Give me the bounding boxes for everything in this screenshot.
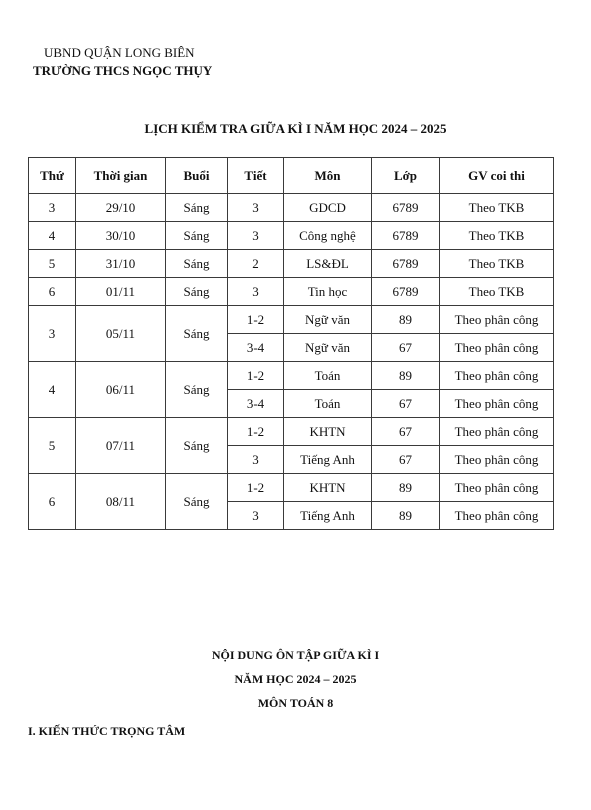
- schedule-title: LỊCH KIỂM TRA GIỮA KÌ I NĂM HỌC 2024 – 2025: [144, 121, 447, 136]
- cell-mon: KHTN: [284, 418, 372, 446]
- cell-thoi-gian: 05/11: [76, 306, 166, 362]
- cell-mon: LS&ĐL: [284, 250, 372, 278]
- cell-gv: Theo phân công: [440, 446, 554, 474]
- cell-buoi: Sáng: [166, 222, 228, 250]
- cell-tiet: 3: [228, 222, 284, 250]
- cell-gv: Theo phân công: [440, 306, 554, 334]
- review-subject: MÔN TOÁN 8: [257, 696, 334, 710]
- review-title: NỘI DUNG ÔN TẬP GIỮA KÌ I: [211, 648, 380, 662]
- cell-gv: Theo phân công: [440, 474, 554, 502]
- cell-thu: 3: [29, 194, 76, 222]
- table-row: [29, 306, 554, 334]
- cell-thu: 5: [29, 418, 76, 474]
- cell-mon: Tiếng Anh: [284, 446, 372, 474]
- cell-gv: Theo phân công: [440, 502, 554, 530]
- cell-lop: 89: [372, 362, 440, 390]
- cell-mon: GDCD: [284, 194, 372, 222]
- cell-thoi-gian: 29/10: [76, 194, 166, 222]
- cell-thu: 3: [29, 306, 76, 362]
- header-thu: Thứ: [29, 158, 76, 194]
- cell-lop: 89: [372, 502, 440, 530]
- cell-mon: KHTN: [284, 474, 372, 502]
- cell-gv: Theo TKB: [440, 250, 554, 278]
- table-row: [29, 278, 554, 306]
- cell-gv: Theo TKB: [440, 222, 554, 250]
- cell-lop: 67: [372, 418, 440, 446]
- cell-tiet: 1-2: [228, 306, 284, 334]
- cell-thoi-gian: 07/11: [76, 418, 166, 474]
- exam-schedule-table: [28, 157, 554, 530]
- cell-tiet: 3: [228, 278, 284, 306]
- cell-tiet: 1-2: [228, 418, 284, 446]
- cell-thoi-gian: 08/11: [76, 474, 166, 530]
- table-row: [29, 418, 554, 446]
- cell-gv: Theo TKB: [440, 278, 554, 306]
- cell-tiet: 2: [228, 250, 284, 278]
- cell-gv: Theo phân công: [440, 334, 554, 362]
- cell-mon: Tin học: [284, 278, 372, 306]
- cell-thu: 6: [29, 278, 76, 306]
- cell-buoi: Sáng: [166, 278, 228, 306]
- cell-lop: 67: [372, 390, 440, 418]
- cell-thoi-gian: 30/10: [76, 222, 166, 250]
- cell-thoi-gian: 06/11: [76, 362, 166, 418]
- cell-buoi: Sáng: [166, 194, 228, 222]
- cell-thu: 4: [29, 222, 76, 250]
- header-tiet: Tiết: [228, 158, 284, 194]
- cell-gv: Theo phân công: [440, 418, 554, 446]
- cell-gv: Theo TKB: [440, 194, 554, 222]
- cell-tiet: 3: [228, 502, 284, 530]
- table-row: [29, 474, 554, 502]
- cell-mon: Ngữ văn: [284, 306, 372, 334]
- cell-buoi: Sáng: [166, 418, 228, 474]
- cell-thu: 4: [29, 362, 76, 418]
- cell-mon: Toán: [284, 390, 372, 418]
- cell-mon: Ngữ văn: [284, 334, 372, 362]
- cell-lop: 89: [372, 306, 440, 334]
- cell-mon: Công nghệ: [284, 222, 372, 250]
- cell-gv: Theo phân công: [440, 362, 554, 390]
- cell-buoi: Sáng: [166, 306, 228, 362]
- cell-mon: Toán: [284, 362, 372, 390]
- table-header-row: [29, 158, 554, 194]
- cell-gv: Theo phân công: [440, 390, 554, 418]
- cell-thoi-gian: 31/10: [76, 250, 166, 278]
- header-thoi-gian: Thời gian: [76, 158, 166, 194]
- cell-lop: 6789: [372, 222, 440, 250]
- cell-lop: 6789: [372, 278, 440, 306]
- table-row: [29, 362, 554, 390]
- cell-thu: 5: [29, 250, 76, 278]
- cell-tiet: 1-2: [228, 474, 284, 502]
- cell-tiet: 3: [228, 194, 284, 222]
- cell-mon: Tiếng Anh: [284, 502, 372, 530]
- table-row: [29, 222, 554, 250]
- section-heading: I. KIẾN THỨC TRỌNG TÂM: [28, 724, 186, 738]
- header-buoi: Buổi: [166, 158, 228, 194]
- table-row: [29, 194, 554, 222]
- header-gv-coi-thi: GV coi thi: [440, 158, 554, 194]
- cell-tiet: 3-4: [228, 334, 284, 362]
- cell-lop: 67: [372, 334, 440, 362]
- cell-tiet: 3: [228, 446, 284, 474]
- cell-buoi: Sáng: [166, 250, 228, 278]
- cell-lop: 89: [372, 474, 440, 502]
- cell-lop: 6789: [372, 250, 440, 278]
- cell-buoi: Sáng: [166, 362, 228, 418]
- cell-buoi: Sáng: [166, 474, 228, 530]
- review-school-year: NĂM HỌC 2024 – 2025: [234, 672, 357, 686]
- header-mon: Môn: [284, 158, 372, 194]
- cell-tiet: 1-2: [228, 362, 284, 390]
- cell-thoi-gian: 01/11: [76, 278, 166, 306]
- table-row: [29, 250, 554, 278]
- header-lop: Lớp: [372, 158, 440, 194]
- district-name: UBND QUẬN LONG BIÊN: [44, 45, 195, 60]
- cell-thu: 6: [29, 474, 76, 530]
- cell-tiet: 3-4: [228, 390, 284, 418]
- cell-lop: 67: [372, 446, 440, 474]
- cell-lop: 6789: [372, 194, 440, 222]
- school-name: TRƯỜNG THCS NGỌC THỤY: [33, 63, 213, 78]
